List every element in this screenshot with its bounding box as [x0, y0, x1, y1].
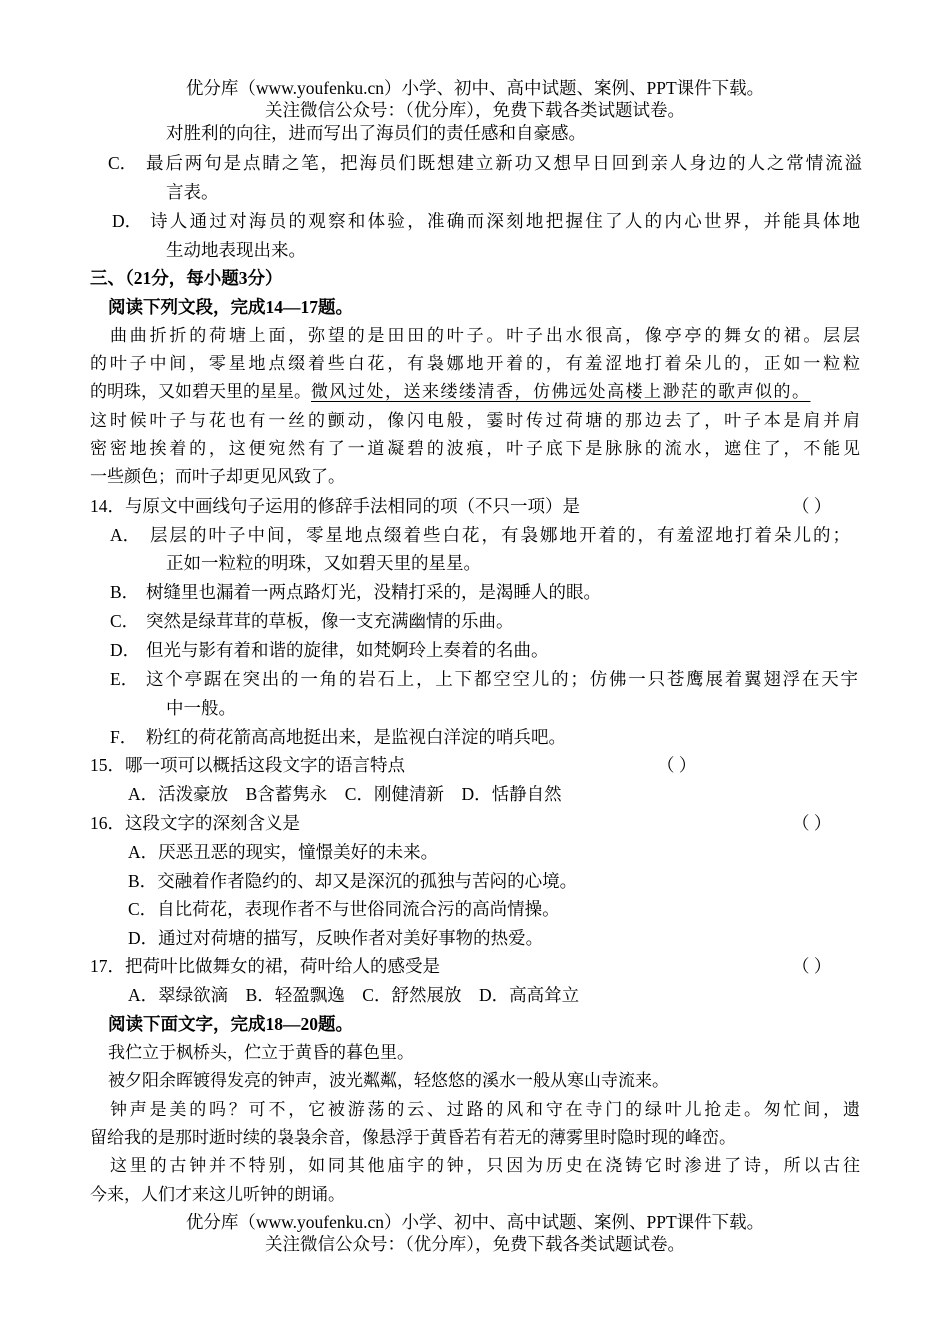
section-3-instruction: 阅读下列文段，完成14—17题。: [108, 297, 353, 317]
section-b-paragraph-3-line-2: 留给我的是那时逝时续的袅袅余音，像悬浮于黄昏若有若无的薄雾里时隐时现的峰峦。: [90, 1128, 736, 1148]
q14-option-f-label: F．: [110, 727, 138, 747]
q14-option-c-label: C．: [110, 611, 140, 631]
q16-option-b: B．交融着作者隐约的、却又是深沉的孤独与苦闷的心境。: [128, 871, 578, 891]
q14-option-b-text: 树缝里也漏着一两点路灯光，没精打采的，是渴睡人的眼。: [146, 582, 601, 602]
q14-option-a-line-1: 层层的叶子中间，零星地点缀着些白花，有袅娜地开着的，有羞涩地打着朵儿的；: [150, 525, 850, 545]
q14-option-d-text: 但光与影有着和谐的旋律，如梵婀玲上奏着的名曲。: [146, 640, 549, 660]
option-c-line-2: 言表。: [166, 182, 219, 202]
option-d-label: D．: [112, 211, 143, 231]
question-17-stem: 17．把荷叶比做舞女的裙，荷叶给人的感受是: [90, 956, 440, 976]
question-15-answer-blank: （ ）: [657, 755, 697, 775]
q14-option-b-label: B．: [110, 582, 140, 602]
section-b-paragraph-4-line-1: 这里的古钟并不特别，如同其他庙宇的钟，只因为历史在浇铸它时渗进了诗，所以古往: [110, 1156, 860, 1176]
q14-option-d-label: D．: [110, 640, 141, 660]
question-14-answer-blank: （ ）: [792, 496, 832, 516]
q14-option-f-text: 粉红的荷花箭高高地挺出来，是监视白洋淀的哨兵吧。: [146, 727, 566, 747]
passage-line-3-plain: 的明珠，又如碧天里的星星。: [90, 382, 311, 402]
question-14-stem: 14．与原文中画线句子运用的修辞手法相同的项（不只一项）是: [90, 496, 580, 516]
option-d-line-1: 诗人通过对海员的观察和体验，准确而深刻地把握住了人的内心世界，并能具体地: [150, 211, 860, 231]
section-b-paragraph-1: 我伫立于枫桥头，伫立于黄昏的暮色里。: [108, 1043, 414, 1063]
section-b-paragraph-2: 被夕阳余晖镀得发亮的钟声，波光粼粼，轻悠悠的溪水一般从寒山寺流来。: [108, 1071, 669, 1091]
header-line-2: 关注微信公众号：（优分库），免费下载各类试题试卷。: [265, 100, 685, 120]
passage-line-6: 一些颜色；而叶子却更见风致了。: [90, 467, 345, 487]
question-17-answer-blank: （ ）: [792, 956, 832, 976]
section-b-paragraph-4-line-2: 今来，人们才来这儿听钟的朗诵。: [90, 1185, 345, 1205]
passage-line-4: 这时候叶子与花也有一丝的颤动，像闪电般，霎时传过荷塘的那边去了，叶子本是肩并肩: [90, 411, 860, 431]
passage-line-3: [90, 380, 880, 404]
option-c-line-1: 最后两句是点睛之笔，把海员们既想建立新功又想早日回到亲人身边的人之常情流溢: [146, 153, 862, 173]
question-16-answer-blank: （ ）: [792, 813, 832, 833]
question-16-stem: 16．这段文字的深刻含义是: [90, 813, 300, 833]
question-15-stem: 15．哪一项可以概括这段文字的语言特点: [90, 755, 405, 775]
passage-line-2: 的叶子中间，零星地点缀着些白花，有袅娜地开着的，有羞涩地打着朵儿的，正如一粒粒: [90, 354, 860, 374]
section-b-paragraph-3-line-1: 钟声是美的吗？可不，它被游荡的云、过路的风和守在寺门的绿叶儿抢走。匆忙间，遗: [110, 1100, 860, 1120]
q14-option-e-line-1: 这个亭踞在突出的一角的岩石上，上下都空空儿的；仿佛一只苍鹰展着翼翅浮在天宇: [146, 669, 858, 689]
q14-option-e-label: E．: [110, 669, 139, 689]
q14-option-a-label: A．: [110, 525, 141, 545]
underlined-sentence: 微风过处，送来缕缕清香，仿佛远处高楼上渺茫的歌声似的。: [311, 382, 811, 402]
question-17-options: A．翠绿欲滴 B．轻盈飘逸 C．舒然展放 D．高高耸立: [128, 985, 580, 1005]
footer-line-1: 优分库（www.youfenku.cn）小学、初中、高中试题、案例、PPT课件下载。: [185, 1212, 765, 1232]
q16-option-d: D．通过对荷塘的描写，反映作者对美好事物的热爱。: [128, 928, 544, 948]
footer-line-2: 关注微信公众号：（优分库），免费下载各类试题试卷。: [265, 1234, 685, 1254]
section-b-instruction: 阅读下面文字，完成18—20题。: [108, 1014, 353, 1034]
option-c-label: C．: [108, 153, 138, 173]
section-3-title: 三、（21分，每小题3分）: [90, 268, 283, 288]
passage-line-5: 密密地挨着的，这便宛然有了一道凝碧的波痕，叶子底下是脉脉的流水，遮住了，不能见: [90, 439, 860, 459]
header-line-1: 优分库（www.youfenku.cn）小学、初中、高中试题、案例、PPT课件下载。: [185, 78, 765, 98]
q14-option-a-line-2: 正如一粒粒的明珠，又如碧天里的星星。: [166, 553, 481, 573]
option-d-line-2: 生动地表现出来。: [166, 240, 306, 260]
question-15-options: A．活泼豪放 B含蓄隽永 C．刚健清新 D．恬静自然: [128, 784, 562, 804]
passage-line-1: 曲曲折折的荷塘上面，弥望的是田田的叶子。叶子出水很高，像亭亭的舞女的裙。层层: [110, 326, 860, 346]
q14-option-c-text: 突然是绿茸茸的草板，像一支充满幽情的乐曲。: [146, 611, 514, 631]
q16-option-c: C．自比荷花，表现作者不与世俗同流合污的高尚情操。: [128, 899, 560, 919]
q16-option-a: A．厌恶丑恶的现实，憧憬美好的未来。: [128, 842, 439, 862]
option-b-tail: 对胜利的向往，进而写出了海员们的责任感和自豪感。: [166, 123, 586, 143]
q14-option-e-line-2: 中一般。: [166, 698, 236, 718]
